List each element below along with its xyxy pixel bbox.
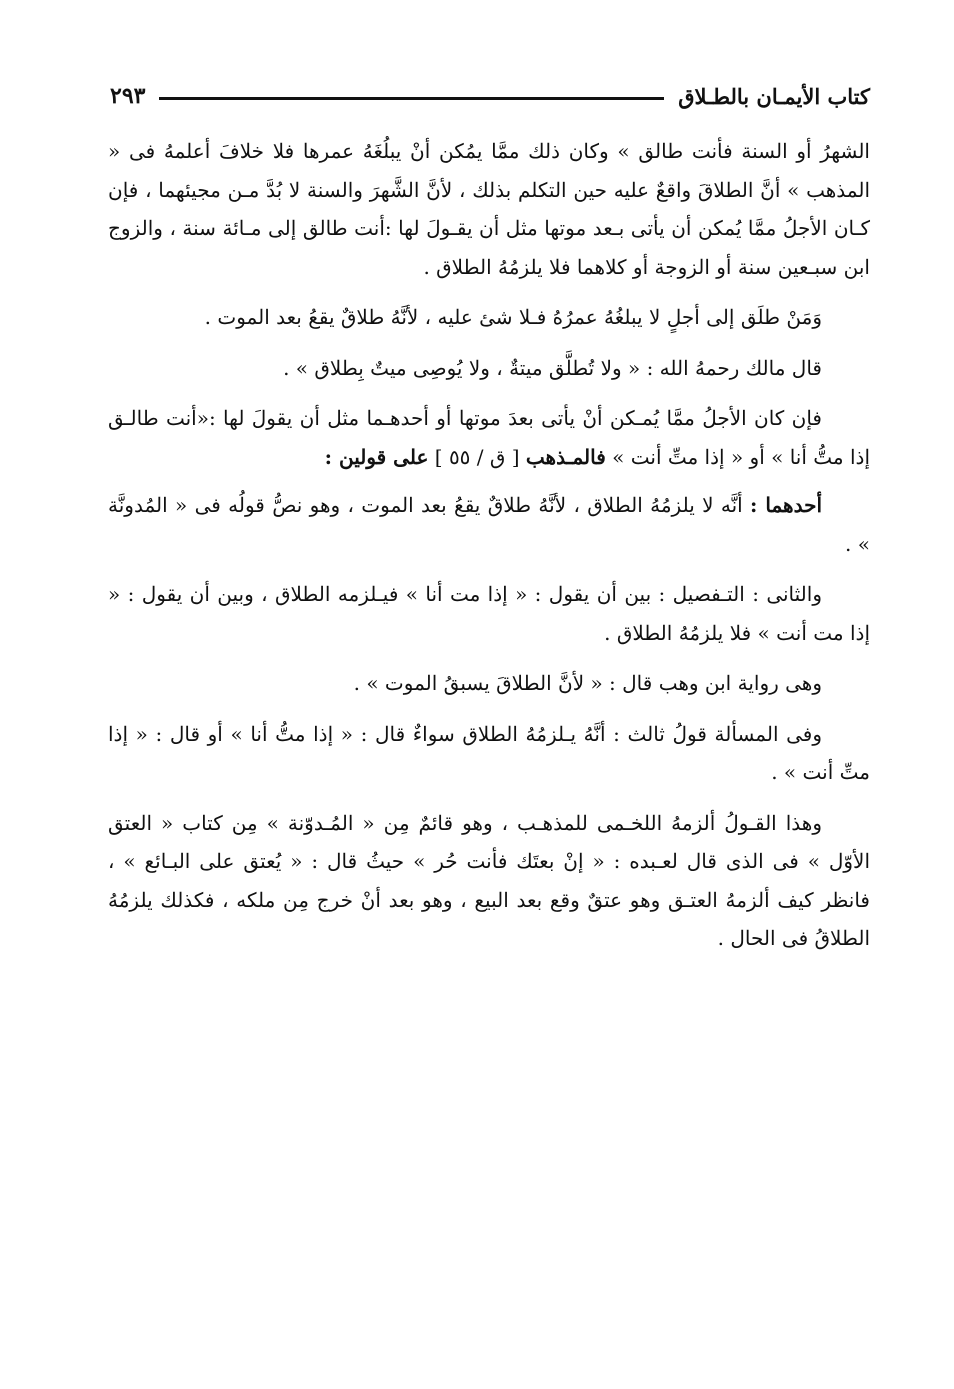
header-rule [159, 97, 664, 100]
paragraph-2 [108, 298, 870, 337]
paragraph-7 [108, 664, 870, 703]
page-body [108, 132, 870, 970]
paragraph-text: قال مالك رحمهُ الله : « ولا تُطلَّق ميتةٌ ، ولا يُوصِى ميتٌ بِطلاق » . [283, 355, 822, 380]
paragraph-text: الشهرُ أو السنة فأنت طالق » وكان ذلك ممَّا يمُكن أنْ يبلُغَهُ عمرها فلا خلافَ أعلمهُ فى « المذهب » أنَّ الطلاقَ واقعٌ عليه حين التكلم بذلك ، لأنَّ الشَّهرَ والسنة لا بُدَّ مـن مجيئهما ، فإن كـان الأجلُ ممَّا يُمكن أن يأتى بـعد موتها مثل أن يقـولَ لها :أنت طالق إلى مـائة سنة ، والزوج ابن سبـعين سنة أو الزوجة أو كلاهما فلا يلزمُهُ الطلاق . [108, 139, 870, 279]
paragraph-text: والثانى : التـفصيل : بين أن يقول : « إذا مت أنا » فيـلزمه الطلاق ، وبين أن يقول : « إذا مت أنت » فلا يلزمُهُ الطلاق . [108, 582, 870, 645]
paragraph-text: فإن كان الأجلُ ممَّا يُمـكن أنْ يأتى بعدَ موتها أو أحدهـما مثل أن يقولَ لها :«أنت طالـق إذا متُّ أنا » أو « إذا متِّ أنت » [108, 406, 870, 469]
paragraph-text: وفى المسألة قولُ ثالث : أنَّهُ يـلزمُهُ الطلاق سواءٌ قال : « إذا متُّ أنا » أو قال : « إذا متِّ أنت » . [108, 721, 870, 784]
paragraph-bold-heading: على قولين : [324, 444, 429, 469]
paragraph-text: وهى رواية ابن وهب قال : « لأنَّ الطلاقَ يسبقُ الموت » . [353, 671, 822, 695]
paragraph-8 [108, 715, 870, 792]
paragraph-text: وهذا القـولُ ألزمهُ اللخـمى للمذهـب ، وهو قائمٌ مِن « المُـدوّنة » مِن كتاب « العتق الأوّل » فى الذى قال لعـبده : « إنْ بعتَك فأنت حُر » حيثُ قال : « يُعتق على البـائع » ، فانظر كيف ألزمهُ العتـق وهو عتقٌ وقع بعد البيع ، وهو بعد أنْ خرج مِن ملكه ، فكذلك يلزمُهُ الطلاقُ فى الحال . [108, 810, 871, 950]
paragraph-text: أنَّه لا يلزمُهُ الطلاق ، لأنَّهُ طلاقٌ يقعُ بعد الموت ، وهو نصُّ قولُه فى « المُدونَّة » . [108, 493, 870, 556]
paragraph-1 [108, 132, 870, 286]
page-number: ٢٩٣ [110, 83, 146, 109]
paragraph-bold-term: فالمـذهب [525, 444, 606, 469]
running-header [110, 78, 870, 114]
paragraph-6 [108, 575, 870, 652]
folio-reference: [ ق / ٥٥ ] [428, 444, 526, 469]
paragraph-text: وَمَنْ طلَق إلى أجلٍ لا يبلغُهُ عمرُهُ فـلا شئ عليه ، لأنَّهُ طلاقٌ يقعُ بعد الموت . [204, 305, 822, 329]
paragraph-9 [108, 804, 870, 958]
paragraph-bold-lead: أحدهما : [750, 493, 822, 517]
paragraph-5 [108, 486, 870, 563]
header-title: كتاب الأيمـان بالطـلاق [678, 83, 870, 109]
paragraph-4 [108, 399, 870, 476]
paragraph-3 [108, 349, 870, 388]
